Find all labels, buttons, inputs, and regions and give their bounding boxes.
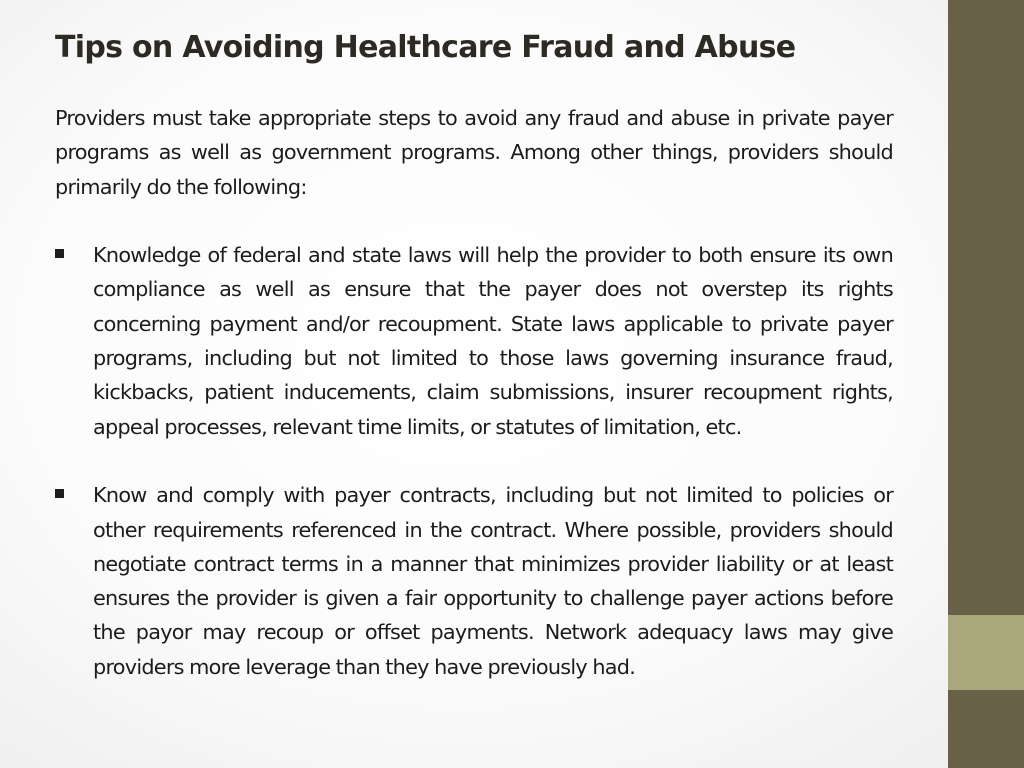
decorative-sidebar: [948, 0, 1024, 768]
bullet-text: Know and comply with payer contracts, including but not limited to policies or other requirements referenced in the contract. Where possible, providers should negotiate contract terms in a manner that minimizes provider liability or at least ensures the provider is given a fair opportunity to challenge payer actions before the payor may recoup or offset payments. Network adequacy laws may give providers more leverage than they have previously had.: [93, 483, 893, 679]
sidebar-accent-block: [948, 615, 1024, 690]
square-bullet-icon: [55, 249, 64, 258]
bullet-list: [55, 238, 893, 684]
slide-title: Tips on Avoiding Healthcare Fraud and Abuse: [55, 30, 796, 65]
square-bullet-icon: [55, 489, 64, 498]
intro-paragraph: Providers must take appropriate steps to avoid any fraud and abuse in private payer programs as well as government programs. Among other things, providers should primarily do the following:: [55, 106, 893, 199]
bullet-text: Knowledge of federal and state laws will help the provider to both ensure its own compliance as well as ensure that the payer does not overstep its rights concerning payment and/or recoupment. State laws applicable to private payer programs, including but not limited to those laws governing insurance fraud, kickbacks, patient inducements, claim submissions, insurer recoupment rights, appeal processes, relevant time limits, or statutes of limitation, etc.: [93, 243, 893, 439]
slide-body: [55, 101, 893, 684]
bullet-item: [55, 238, 893, 444]
bullet-item: [55, 478, 893, 684]
